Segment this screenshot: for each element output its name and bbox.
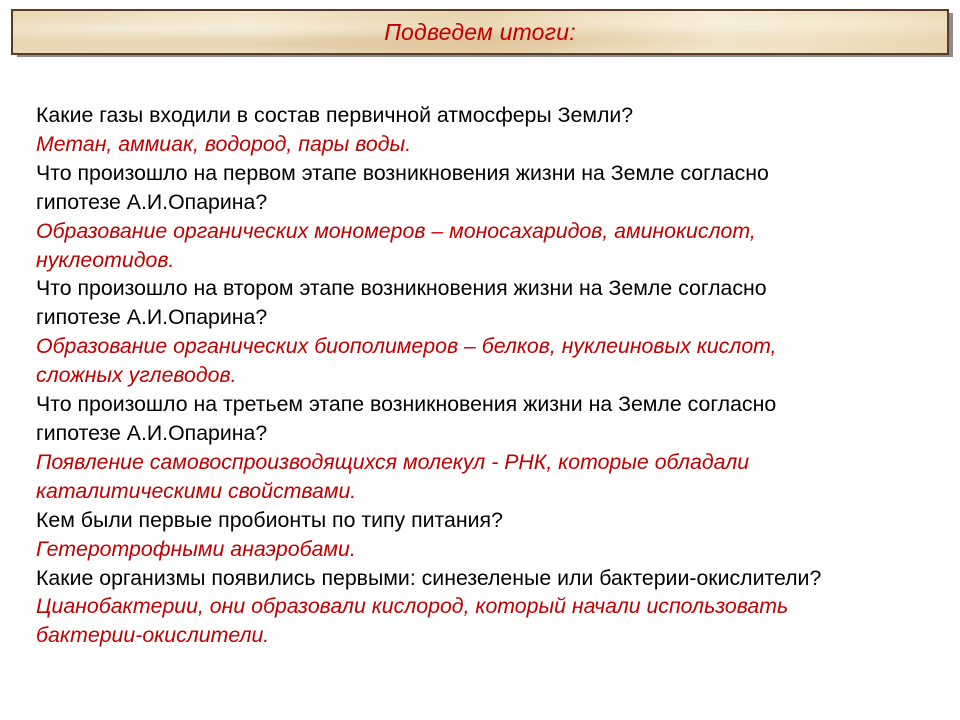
answer-line: каталитическими свойствами.: [36, 478, 357, 503]
answer-line: Образование органических биополимеров – белков, нуклеиновых кислот,: [36, 334, 777, 359]
question-line: Какие организмы появились первыми: синезеленые или бактерии-окислители?: [36, 565, 822, 590]
question-line: Что произошло на первом этапе возникновения жизни на Земле согласно: [36, 160, 769, 185]
answer-line: Метан, аммиак, водород, пары воды.: [36, 131, 412, 156]
answer-line: нуклеотидов.: [36, 247, 175, 272]
question-line: Что произошло на втором этапе возникновения жизни на Земле согласно: [36, 276, 767, 301]
answer-line: Появление самовоспроизводящихся молекул - РНК, которые обладали: [36, 449, 750, 474]
question-line: Какие газы входили в состав первичной атмосферы Земли?: [36, 103, 634, 127]
answer-line: Цианобактерии, они образовали кислород, который начали использовать: [36, 594, 789, 619]
question-line: Что произошло на третьем этапе возникновения жизни на Земле согласно: [36, 392, 777, 417]
answer-line: Образование органических мономеров – моносахаридов, аминокислот,: [36, 218, 756, 243]
question-line: гипотезе А.И.Опарина?: [36, 305, 268, 330]
summary-text: [36, 101, 936, 650]
slide-title: Подведем итоги:: [384, 18, 576, 45]
answer-line: сложных углеводов.: [36, 363, 237, 388]
question-line: гипотезе А.И.Опарина?: [36, 420, 268, 445]
answer-line: Гетеротрофными анаэробами.: [36, 536, 356, 561]
title-bar: [11, 9, 949, 55]
question-line: гипотезе А.И.Опарина?: [36, 189, 268, 214]
answer-line: бактерии-окислители.: [36, 623, 270, 648]
question-line: Кем были первые пробионты по типу питания?: [36, 507, 503, 532]
